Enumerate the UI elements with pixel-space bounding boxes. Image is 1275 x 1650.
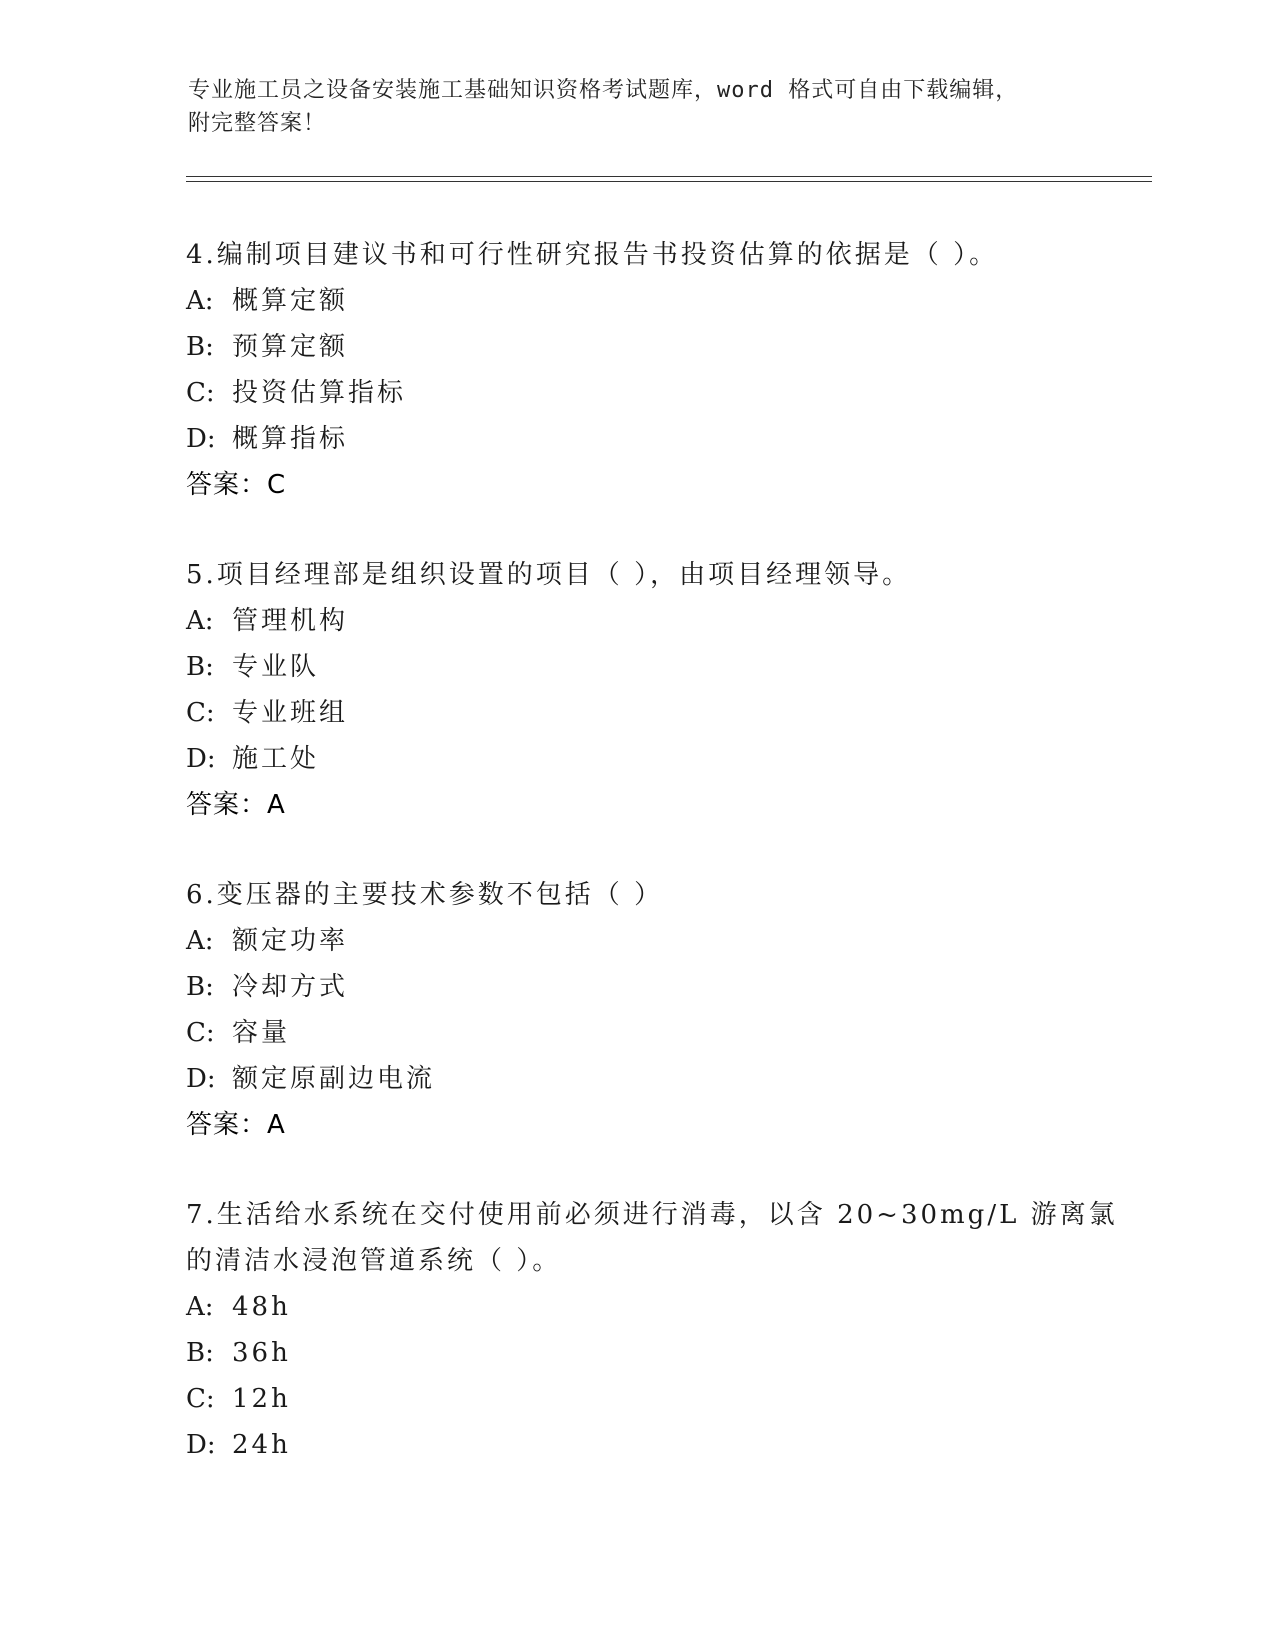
option-letter: A:: [186, 926, 214, 956]
option-letter: A:: [186, 286, 214, 316]
option-c: [186, 370, 1086, 416]
option-letter: B:: [186, 332, 214, 362]
option-letter: B:: [186, 972, 214, 1002]
option-text: 额定功率: [232, 926, 349, 956]
question-7: [186, 1192, 1118, 1468]
header-divider-top: [186, 176, 1152, 177]
option-text: 冷却方式: [232, 972, 349, 1002]
header-line-1: 专业施工员之设备安装施工基础知识资格考试题库，word 格式可自由下载编辑，: [188, 78, 1019, 103]
option-c: [186, 1010, 1086, 1056]
option-letter: C:: [186, 698, 215, 728]
question-stem: 5.项目经理部是组织设置的项目（ ），由项目经理领导。: [186, 560, 912, 590]
option-c: [186, 690, 1086, 736]
option-text: 48h: [232, 1292, 291, 1322]
option-d: [186, 736, 1086, 782]
option-text: 施工处: [232, 744, 320, 774]
option-letter: B:: [186, 1338, 214, 1368]
answer-line: 答案：C: [186, 470, 287, 500]
option-letter: B:: [186, 652, 214, 682]
option-letter: D:: [186, 744, 216, 774]
answer-line: 答案：A: [186, 1110, 286, 1140]
option-b: [186, 324, 1086, 370]
option-a: [186, 918, 1086, 964]
answer-line: 答案：A: [186, 790, 286, 820]
option-text: 24h: [232, 1430, 291, 1460]
question-list: [186, 232, 1118, 1512]
option-text: 额定原副边电流: [232, 1064, 436, 1094]
question-stem: 4.编制项目建议书和可行性研究报告书投资估算的依据是（ ）。: [186, 240, 999, 270]
option-d: [186, 1056, 1086, 1102]
option-letter: C:: [186, 1018, 215, 1048]
option-text: 容量: [232, 1018, 291, 1048]
option-letter: A:: [186, 1292, 214, 1322]
question-6: [186, 872, 1086, 1148]
option-text: 专业班组: [232, 698, 349, 728]
header-divider-bottom: [186, 181, 1152, 182]
question-stem: 6.变压器的主要技术参数不包括（ ）: [186, 880, 664, 910]
option-text: 专业队: [232, 652, 320, 682]
option-d: [186, 1422, 1086, 1468]
option-letter: D:: [186, 1430, 216, 1460]
option-text: 投资估算指标: [232, 378, 407, 408]
option-d: [186, 416, 1086, 462]
option-text: 概算指标: [232, 424, 349, 454]
option-a: [186, 1284, 1086, 1330]
option-letter: C:: [186, 1384, 215, 1414]
option-b: [186, 1330, 1086, 1376]
option-text: 预算定额: [232, 332, 349, 362]
option-text: 36h: [232, 1338, 291, 1368]
option-a: [186, 598, 1086, 644]
question-5: [186, 552, 1086, 828]
option-b: [186, 964, 1086, 1010]
option-b: [186, 644, 1086, 690]
option-c: [186, 1376, 1086, 1422]
option-letter: C:: [186, 378, 215, 408]
option-letter: D:: [186, 1064, 216, 1094]
option-a: [186, 278, 1086, 324]
document-header: [188, 74, 1088, 140]
question-stem-line-2: 的清洁水浸泡管道系统（ ）。: [186, 1246, 562, 1276]
header-line-2: 附完整答案！: [188, 111, 327, 136]
option-text: 12h: [232, 1384, 291, 1414]
question-stem-line-1: 7.生活给水系统在交付使用前必须进行消毒，以含 20~30mg/L 游离氯: [186, 1200, 1118, 1230]
option-letter: D:: [186, 424, 216, 454]
option-text: 概算定额: [232, 286, 349, 316]
option-letter: A:: [186, 606, 214, 636]
question-4: [186, 232, 1086, 508]
option-text: 管理机构: [232, 606, 349, 636]
